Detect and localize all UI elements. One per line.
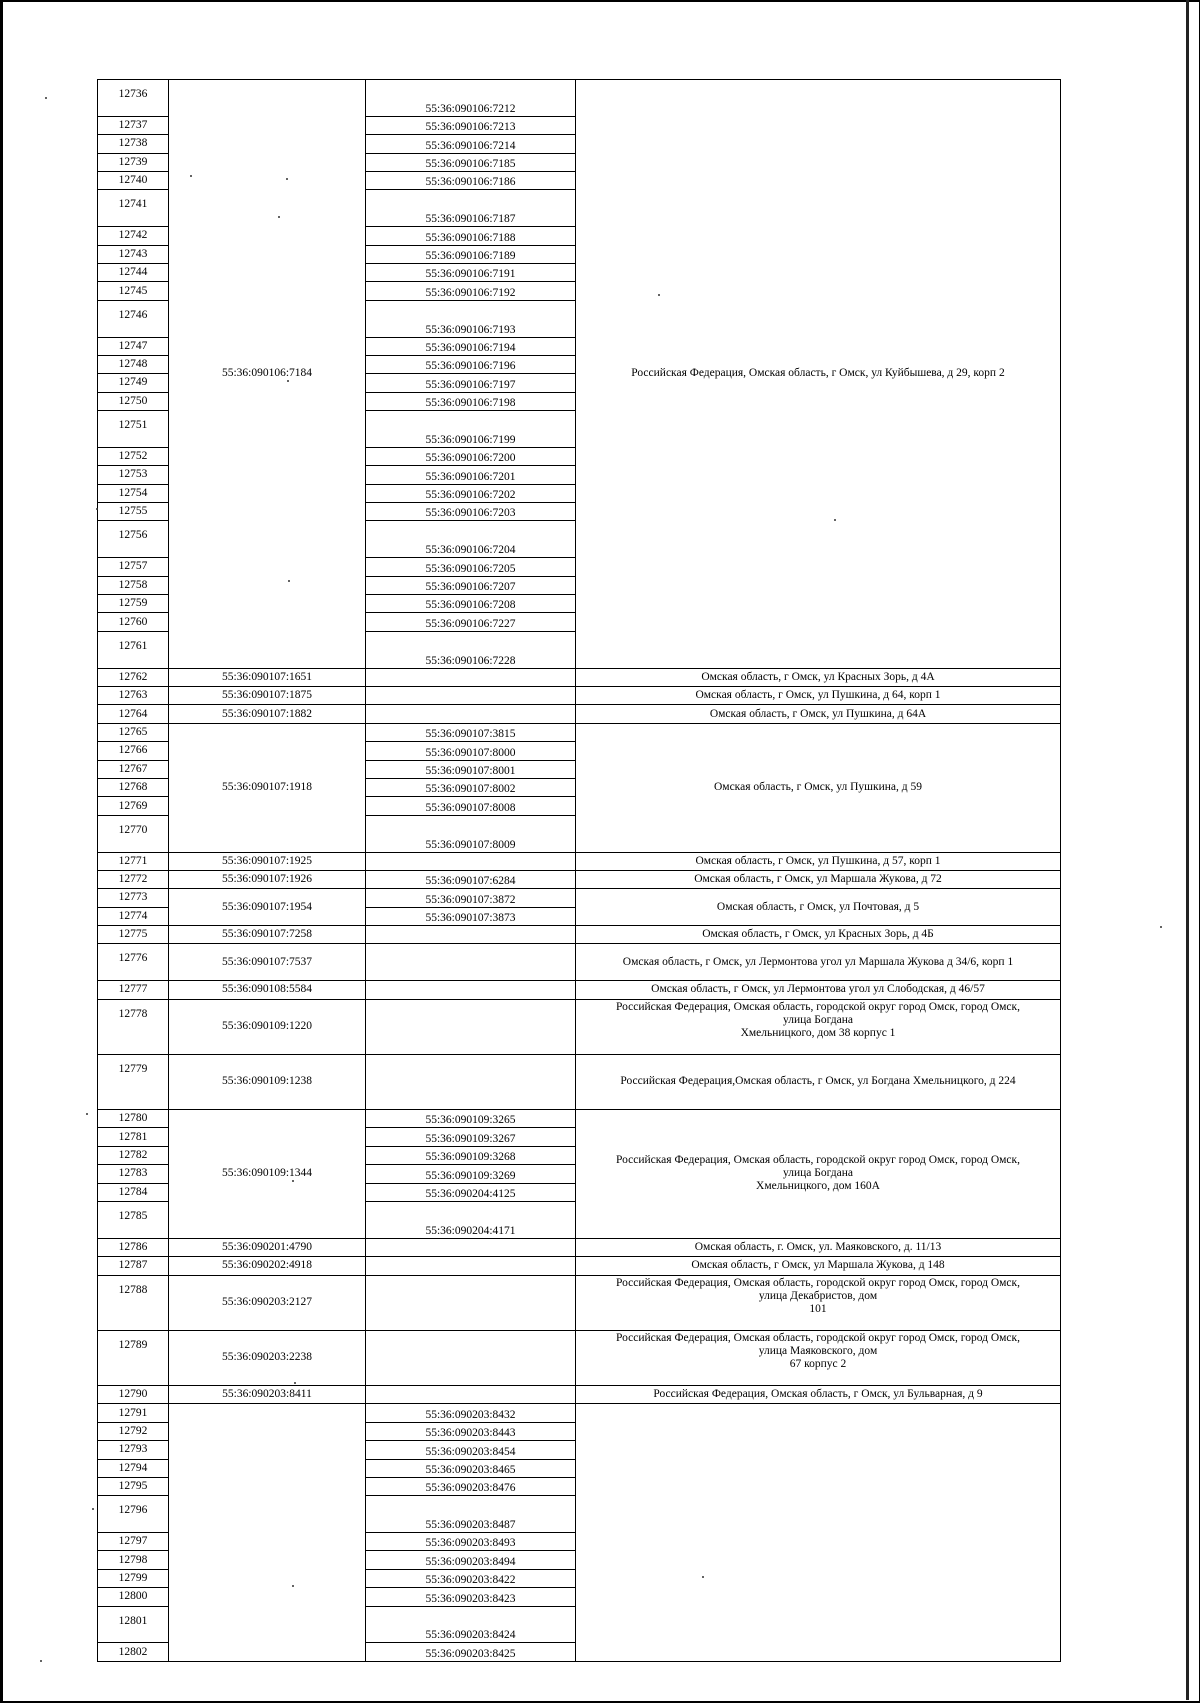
row-number-cell: 12750 [98,392,169,410]
table-row [98,870,1061,888]
scan-speck [1160,926,1162,928]
sub-cadastral-number-cell: 55:36:090203:8425 [366,1643,576,1661]
row-number-cell: 12737 [98,116,169,134]
sub-cadastral-number-cell: 55:36:090203:8476 [366,1477,576,1495]
table-row [98,1275,1061,1330]
address-line: Омская область, г Омск, ул Пушкина, д 59 [713,781,922,794]
sub-cadastral-number-cell [366,999,576,1054]
row-number-cell: 12765 [98,723,169,741]
row-number-cell: 12747 [98,337,169,355]
sub-cadastral-number-cell [366,1257,576,1275]
table-row [98,1404,1061,1422]
scan-edge-line [1186,0,1189,1700]
row-number-cell: 12785 [98,1201,169,1238]
row-number-cell: 12743 [98,245,169,263]
row-number-cell: 12742 [98,227,169,245]
sub-cadastral-number-cell: 55:36:090203:8487 [366,1496,576,1533]
table-row [98,1330,1061,1385]
sub-cadastral-number-cell: 55:36:090106:7201 [366,466,576,484]
table-row [98,1238,1061,1256]
row-number-cell: 12786 [98,1238,169,1256]
address-line: Российская Федерация, Омская область, городской округ город Омск, город Омск, [616,1331,1020,1344]
address-line: Омская область, г Омск, ул Красных Зорь, д 4А [701,670,935,683]
sub-cadastral-number-cell: 55:36:090106:7214 [366,135,576,153]
sub-cadastral-number-cell: 55:36:090109:3269 [366,1165,576,1183]
row-number-cell: 12800 [98,1588,169,1606]
row-number-cell: 12787 [98,1257,169,1275]
row-number-cell: 12754 [98,484,169,502]
sub-cadastral-number-cell: 55:36:090107:8008 [366,797,576,815]
address-cell [576,1110,1061,1239]
sub-cadastral-number-cell: 55:36:090106:7207 [366,576,576,594]
address-line: улица Маяковского, дом [758,1344,878,1357]
row-number-cell: 12792 [98,1422,169,1440]
row-number-cell: 12762 [98,668,169,686]
parent-cadastral-number-cell: 55:36:090203:2127 [169,1275,366,1330]
row-number-cell: 12776 [98,944,169,981]
address-line: Российская Федерация, Омская область, городской округ город Омск, город Омск, [616,1000,1020,1013]
scan-speck [45,97,47,99]
address-line: Российская Федерация,Омская область, г Омск, ул Богдана Хмельницкого, д 224 [620,1075,1016,1088]
scan-speck [96,508,98,510]
row-number-cell: 12781 [98,1128,169,1146]
address-line: Российская Федерация, Омская область, городской округ город Омск, город Омск, [616,1276,1020,1289]
address-line: 67 корпус 2 [789,1357,847,1370]
sub-cadastral-number-cell: 55:36:090106:7185 [366,153,576,171]
sub-cadastral-number-cell: 55:36:090106:7204 [366,521,576,558]
parent-cadastral-number-cell: 55:36:090107:1875 [169,686,366,704]
parent-cadastral-number-cell: 55:36:090108:5584 [169,981,366,999]
row-number-cell: 12758 [98,576,169,594]
sub-cadastral-number-cell: 55:36:090107:8001 [366,760,576,778]
row-number-cell: 12794 [98,1459,169,1477]
address-line: Хмельницкого, дом 160А [756,1180,880,1193]
address-line: Российская Федерация, Омская область, г Омск, ул Куйбышева, д 29, корп 2 [631,367,1005,380]
parent-cadastral-number-cell: 55:36:090107:1918 [169,723,366,852]
sub-cadastral-number-cell: 55:36:090203:8422 [366,1569,576,1587]
scan-speck [40,1660,42,1662]
scan-speck [92,1508,94,1510]
sub-cadastral-number-cell: 55:36:090106:7189 [366,245,576,263]
sub-cadastral-number-cell: 55:36:090204:4171 [366,1201,576,1238]
scan-speck [658,294,660,296]
row-number-cell: 12738 [98,135,169,153]
row-number-cell: 12775 [98,926,169,944]
table-row [98,1385,1061,1403]
address-line: Омская область, г Омск, ул Пушкина, д 64А [709,707,927,720]
row-number-cell: 12791 [98,1404,169,1422]
row-number-cell: 12801 [98,1606,169,1643]
sub-cadastral-number-cell: 55:36:090107:3873 [366,907,576,925]
sub-cadastral-number-cell [366,852,576,870]
row-number-cell: 12757 [98,558,169,576]
address-cell [576,1330,1061,1385]
table-row [98,705,1061,723]
row-number-cell: 12768 [98,778,169,796]
scan-speck [294,1382,296,1384]
sub-cadastral-number-cell: 55:36:090106:7199 [366,411,576,448]
sub-cadastral-number-cell: 55:36:090203:8432 [366,1404,576,1422]
address-cell [576,1257,1061,1275]
address-cell [576,1385,1061,1403]
parent-cadastral-number-cell: 55:36:090201:4790 [169,1238,366,1256]
table-row [98,981,1061,999]
sub-cadastral-number-cell [366,705,576,723]
row-number-cell: 12773 [98,889,169,907]
row-number-cell: 12752 [98,447,169,465]
sub-cadastral-number-cell: 55:36:090107:8000 [366,742,576,760]
sub-cadastral-number-cell: 55:36:090106:7227 [366,613,576,631]
scan-speck [292,1180,294,1182]
row-number-cell: 12771 [98,852,169,870]
table-row [98,686,1061,704]
sub-cadastral-number-cell: 55:36:090106:7192 [366,282,576,300]
table-row [98,723,1061,741]
address-line: Омская область, г Омск, ул Маршала Жукова, д 148 [691,1259,945,1272]
sub-cadastral-number-cell: 55:36:090109:3268 [366,1146,576,1164]
sub-cadastral-number-cell: 55:36:090109:3265 [366,1110,576,1128]
address-line: Хмельницкого, дом 38 корпус 1 [740,1026,896,1039]
sub-cadastral-number-cell [366,668,576,686]
table-row [98,852,1061,870]
parent-cadastral-number-cell [169,1404,366,1662]
address-cell [576,1238,1061,1256]
address-line: Омская область, г Омск, ул Пушкина, д 57, корп 1 [695,854,941,867]
row-number-cell: 12797 [98,1533,169,1551]
scan-speck [287,380,289,382]
sub-cadastral-number-cell: 55:36:090107:3815 [366,723,576,741]
sub-cadastral-number-cell: 55:36:090107:8002 [366,778,576,796]
address-line: Омская область, г Омск, ул Маршала Жукова, д 72 [694,873,942,886]
address-cell [576,999,1061,1054]
address-cell [576,1275,1061,1330]
row-number-cell: 12798 [98,1551,169,1569]
row-number-cell: 12788 [98,1275,169,1330]
sub-cadastral-number-cell: 55:36:090106:7188 [366,227,576,245]
row-number-cell: 12749 [98,374,169,392]
sub-cadastral-number-cell: 55:36:090203:8443 [366,1422,576,1440]
row-number-cell: 12772 [98,870,169,888]
table-row [98,926,1061,944]
table-row [98,1054,1061,1109]
row-number-cell: 12740 [98,171,169,189]
sub-cadastral-number-cell: 55:36:090106:7197 [366,374,576,392]
parent-cadastral-number-cell: 55:36:090109:1220 [169,999,366,1054]
row-number-cell: 12766 [98,742,169,760]
table-row [98,1110,1061,1128]
table-row [98,999,1061,1054]
sub-cadastral-number-cell: 55:36:090106:7191 [366,263,576,281]
address-line: Российская Федерация, Омская область, городской округ город Омск, город Омск, [616,1154,1020,1167]
row-number-cell: 12780 [98,1110,169,1128]
sub-cadastral-number-cell: 55:36:090106:7202 [366,484,576,502]
sub-cadastral-number-cell: 55:36:090107:3872 [366,889,576,907]
sub-cadastral-number-cell: 55:36:090204:4125 [366,1183,576,1201]
row-number-cell: 12756 [98,521,169,558]
row-number-cell: 12761 [98,631,169,668]
sub-cadastral-number-cell: 55:36:090106:7200 [366,447,576,465]
address-cell [576,668,1061,686]
sub-cadastral-number-cell: 55:36:090106:7187 [366,190,576,227]
sub-cadastral-number-cell: 55:36:090107:6284 [366,870,576,888]
parent-cadastral-number-cell: 55:36:090107:1925 [169,852,366,870]
parent-cadastral-number-cell: 55:36:090107:1926 [169,870,366,888]
parent-cadastral-number-cell: 55:36:090203:8411 [169,1385,366,1403]
table-row [98,668,1061,686]
address-cell [576,926,1061,944]
parent-cadastral-number-cell: 55:36:090107:7258 [169,926,366,944]
row-number-cell: 12736 [98,80,169,117]
sub-cadastral-number-cell [366,1275,576,1330]
address-cell [576,889,1061,926]
row-number-cell: 12784 [98,1183,169,1201]
table-row [98,889,1061,907]
sub-cadastral-number-cell: 55:36:090106:7213 [366,116,576,134]
sub-cadastral-number-cell: 55:36:090203:8494 [366,1551,576,1569]
sub-cadastral-number-cell: 55:36:090106:7208 [366,595,576,613]
row-number-cell: 12763 [98,686,169,704]
row-number-cell: 12778 [98,999,169,1054]
parent-cadastral-number-cell: 55:36:090109:1344 [169,1110,366,1239]
row-number-cell: 12793 [98,1441,169,1459]
row-number-cell: 12741 [98,190,169,227]
sub-cadastral-number-cell: 55:36:090106:7186 [366,171,576,189]
row-number-cell: 12802 [98,1643,169,1661]
sub-cadastral-number-cell: 55:36:090106:7194 [366,337,576,355]
sub-cadastral-number-cell [366,1385,576,1403]
sub-cadastral-number-cell [366,1238,576,1256]
address-line: Омская область, г. Омск, ул. Маяковского, д. 11/13 [694,1240,942,1253]
sub-cadastral-number-cell [366,944,576,981]
row-number-cell: 12779 [98,1054,169,1109]
address-line: улица Богдана [783,1013,853,1026]
row-number-cell: 12796 [98,1496,169,1533]
address-line: 101 [809,1302,827,1315]
row-number-cell: 12790 [98,1385,169,1403]
scan-speck [834,519,836,521]
parent-cadastral-number-cell: 55:36:090109:1238 [169,1054,366,1109]
cadastral-register-table [97,79,1061,1662]
address-cell [576,870,1061,888]
parent-cadastral-number-cell: 55:36:090107:1882 [169,705,366,723]
row-number-cell: 12744 [98,263,169,281]
address-cell [576,686,1061,704]
address-cell [576,1404,1061,1662]
address-cell [576,80,1061,669]
sub-cadastral-number-cell: 55:36:090106:7212 [366,80,576,117]
address-line: Омская область, г Омск, ул Лермонтова угол ул Маршала Жукова д 34/6, корп 1 [622,955,1014,968]
row-number-cell: 12753 [98,466,169,484]
address-line: улица Декабристов, дом [758,1289,878,1302]
sub-cadastral-number-cell [366,1054,576,1109]
sub-cadastral-number-cell: 55:36:090107:8009 [366,815,576,852]
scan-speck [702,1576,704,1578]
table-row [98,80,1061,117]
address-cell [576,852,1061,870]
scan-speck [278,216,280,218]
row-number-cell: 12782 [98,1146,169,1164]
sub-cadastral-number-cell [366,981,576,999]
parent-cadastral-number-cell: 55:36:090107:1954 [169,889,366,926]
address-line: Омская область, г Омск, ул Почтовая, д 5 [716,900,920,913]
row-number-cell: 12746 [98,300,169,337]
sub-cadastral-number-cell: 55:36:090106:7196 [366,355,576,373]
sub-cadastral-number-cell: 55:36:090106:7205 [366,558,576,576]
table-row [98,944,1061,981]
row-number-cell: 12789 [98,1330,169,1385]
row-number-cell: 12777 [98,981,169,999]
sub-cadastral-number-cell: 55:36:090106:7228 [366,631,576,668]
address-cell [576,944,1061,981]
row-number-cell: 12795 [98,1477,169,1495]
sub-cadastral-number-cell: 55:36:090106:7203 [366,503,576,521]
sub-cadastral-number-cell: 55:36:090203:8454 [366,1441,576,1459]
address-line: Омская область, г Омск, ул Лермонтова угол ул Слободская, д 46/57 [651,983,985,996]
address-cell [576,723,1061,852]
scan-speck [86,1113,88,1115]
address-line: улица Богдана [783,1167,853,1180]
parent-cadastral-number-cell: 55:36:090107:1651 [169,668,366,686]
scan-speck [292,1585,294,1587]
address-cell [576,981,1061,999]
scan-speck [190,175,192,177]
row-number-cell: 12767 [98,760,169,778]
sub-cadastral-number-cell [366,686,576,704]
row-number-cell: 12745 [98,282,169,300]
address-line: Омская область, г Омск, ул Красных Зорь, д 4Б [702,928,934,941]
parent-cadastral-number-cell: 55:36:090203:2238 [169,1330,366,1385]
row-number-cell: 12755 [98,503,169,521]
sub-cadastral-number-cell: 55:36:090109:3267 [366,1128,576,1146]
sub-cadastral-number-cell [366,926,576,944]
row-number-cell: 12783 [98,1165,169,1183]
register-table-body [98,80,1061,1662]
row-number-cell: 12759 [98,595,169,613]
address-line: Омская область, г Омск, ул Пушкина, д 64, корп 1 [695,689,941,702]
parent-cadastral-number-cell: 55:36:090107:7537 [169,944,366,981]
row-number-cell: 12764 [98,705,169,723]
scan-speck [286,178,288,180]
sub-cadastral-number-cell [366,1330,576,1385]
sub-cadastral-number-cell: 55:36:090106:7193 [366,300,576,337]
row-number-cell: 12769 [98,797,169,815]
sub-cadastral-number-cell: 55:36:090203:8465 [366,1459,576,1477]
sub-cadastral-number-cell: 55:36:090203:8424 [366,1606,576,1643]
row-number-cell: 12774 [98,907,169,925]
address-line: Российская Федерация, Омская область, г Омск, ул Бульварная, д 9 [653,1388,983,1401]
sub-cadastral-number-cell: 55:36:090203:8423 [366,1588,576,1606]
table-row [98,1257,1061,1275]
row-number-cell: 12760 [98,613,169,631]
row-number-cell: 12770 [98,815,169,852]
address-cell [576,705,1061,723]
sub-cadastral-number-cell: 55:36:090203:8493 [366,1533,576,1551]
address-cell [576,1054,1061,1109]
parent-cadastral-number-cell: 55:36:090202:4918 [169,1257,366,1275]
row-number-cell: 12739 [98,153,169,171]
row-number-cell: 12799 [98,1569,169,1587]
row-number-cell: 12748 [98,355,169,373]
sub-cadastral-number-cell: 55:36:090106:7198 [366,392,576,410]
scan-speck [288,580,290,582]
row-number-cell: 12751 [98,411,169,448]
parent-cadastral-number-cell: 55:36:090106:7184 [169,80,366,669]
